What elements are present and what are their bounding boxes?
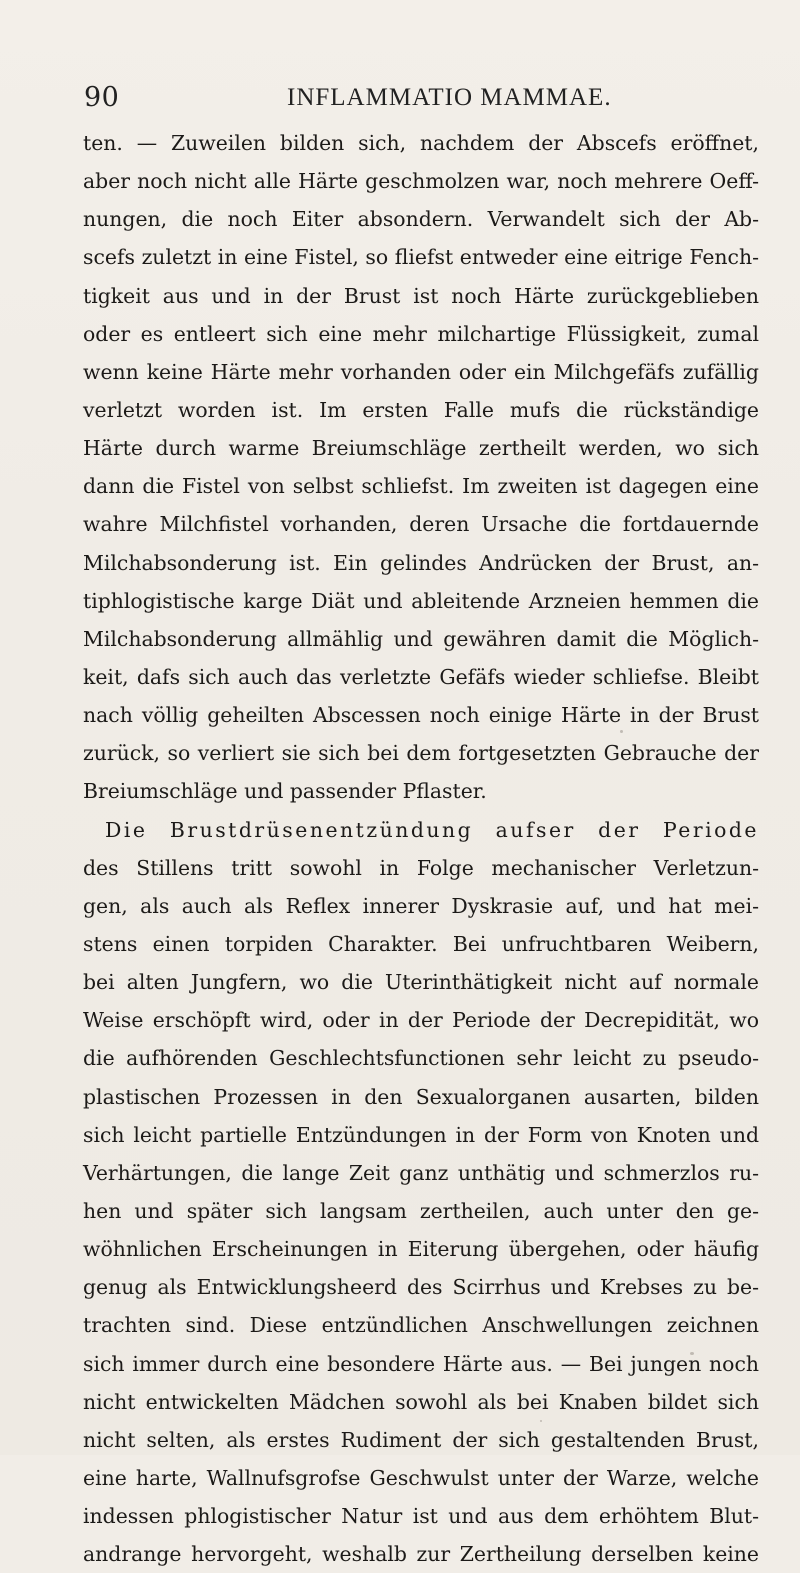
text-line: plastischen Prozessen in den Sexualorganen ausarten, bilden <box>83 1084 759 1109</box>
text-line: stens einen torpiden Charakter. Bei unfruchtbaren Weibern, <box>83 931 759 956</box>
text-line: nicht entwickelten Mädchen sowohl als bei Knaben bildet sich <box>83 1389 759 1414</box>
text-line: tigkeit aus und in der Brust ist noch Härte zurückgeblieben <box>83 283 759 308</box>
text-line: indessen phlogistischer Natur ist und aus dem erhöhtem Blut- <box>83 1504 759 1529</box>
text-line: dann die Fistel von selbst schliefst. Im zweiten ist dagegen eine <box>83 474 759 499</box>
text-line: eine harte, Wallnufsgrofse Geschwulst unter der Warze, welche <box>83 1465 759 1490</box>
text-line: Milchabsonderung ist. Ein gelindes Andrücken der Brust, an- <box>83 550 759 575</box>
paper-speck <box>620 730 623 733</box>
text-line: trachten sind. Diese entzündlichen Anschwellungen zeichnen <box>83 1313 759 1338</box>
text-line: die aufhörenden Geschlechtsfunctionen sehr leicht zu pseudo- <box>83 1046 759 1071</box>
text-line: Verhärtungen, die lange Zeit ganz unthätig und schmerzlos ru- <box>83 1160 759 1185</box>
text-line: oder es entleert sich eine mehr milchartige Flüssigkeit, zumal <box>83 321 759 346</box>
text-line: andrange hervorgeht, weshalb zur Zertheilung derselben keine <box>83 1542 759 1567</box>
paper-speck <box>540 1420 542 1422</box>
paper-speck <box>160 1362 163 1366</box>
body-text <box>83 124 759 1573</box>
text-line: aber noch nicht alle Härte geschmolzen war, noch mehrere Oeff- <box>83 169 759 194</box>
text-line: des Stillens tritt sowohl in Folge mechanischer Verletzun- <box>83 855 759 880</box>
text-line: keit, dafs sich auch das verletzte Gefäfs wieder schliefse. Bleibt <box>83 664 759 689</box>
text-line: ten. — Zuweilen bilden sich, nachdem der Abscefs eröffnet, <box>83 131 759 155</box>
text-line: nicht selten, als erstes Rudiment der sich gestaltenden Brust, <box>83 1427 759 1452</box>
text-line: hen und später sich langsam zertheilen, auch unter den ge- <box>83 1198 759 1223</box>
text-line: Weise erschöpft wird, oder in der Periode der Decrepidität, wo <box>83 1008 759 1033</box>
page-header <box>0 82 800 122</box>
text-line: nungen, die noch Eiter absondern. Verwandelt sich der Ab- <box>83 207 759 232</box>
text-line-paragraph-end: Breiumschläge und passender Pflaster. <box>83 779 487 804</box>
paper-speck <box>690 1352 694 1355</box>
text-line: genug als Entwicklungsheerd des Scirrhus und Krebses zu be- <box>83 1275 759 1300</box>
text-line: gen, als auch als Reflex innerer Dyskrasie auf, und hat mei- <box>83 893 759 918</box>
running-title: INFLAMMATIO MAMMAE. <box>287 84 612 111</box>
text-line: nach völlig geheilten Abscessen noch einige Härte in der Brust <box>83 703 759 728</box>
text-line: zurück, so verliert sie sich bei dem fortgesetzten Gebrauche der <box>83 741 759 766</box>
text-line: wenn keine Härte mehr vorhanden oder ein Milchgefäfs zufällig <box>83 359 759 384</box>
text-line: wöhnlichen Erscheinungen in Eiterung übergehen, oder häufig <box>83 1237 759 1262</box>
text-line: Milchabsonderung allmählig und gewähren damit die Möglich- <box>83 626 759 651</box>
text-line: wahre Milchfistel vorhanden, deren Ursache die fortdauernde <box>83 512 759 537</box>
text-line: Härte durch warme Breiumschläge zertheilt werden, wo sich <box>83 436 759 461</box>
text-line: sich immer durch eine besondere Härte aus. — Bei jungen noch <box>83 1351 759 1376</box>
page-number: 90 <box>84 82 120 113</box>
text-line: bei alten Jungfern, wo die Uterinthätigkeit nicht auf normale <box>83 970 759 995</box>
text-line: scefs zuletzt in eine Fistel, so fliefst entweder eine eitrige Fench- <box>83 245 759 270</box>
text-line: tiphlogistische karge Diät und ableitende Arzneien hemmen die <box>83 588 759 613</box>
section-heading-line: Die Brustdrüsenentzündung aufser der Periode <box>105 817 759 842</box>
text-line: sich leicht partielle Entzündungen in der Form von Knoten und <box>83 1122 759 1147</box>
text-line: verletzt worden ist. Im ersten Falle mufs die rückständige <box>83 397 759 422</box>
